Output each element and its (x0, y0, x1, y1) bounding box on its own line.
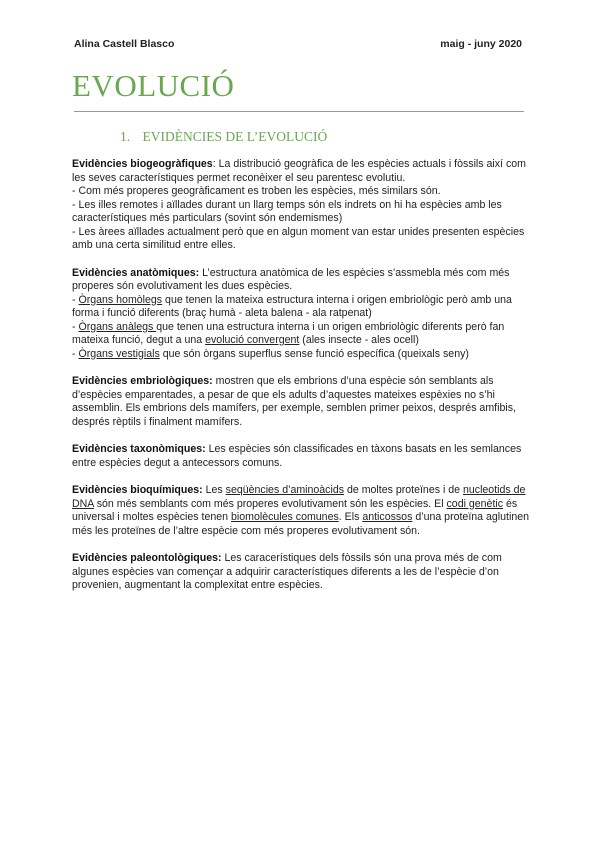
header-date: maig - juny 2020 (440, 38, 522, 50)
term-biogeographic: Evidències biogeogràfiques (72, 158, 213, 170)
section-title: EVIDÈNCIES DE L’EVOLUCIÓ (142, 129, 328, 144)
term-analogous-organs: Òrgans anàlegs (78, 320, 157, 333)
term-convergent-evolution: evolució convergent (205, 334, 300, 346)
anatomical-point-3: - Òrgans vestigials que són òrgans superflus sense funció específica (queixals seny) (72, 347, 469, 360)
term-dna-nucleotides: nucleotids de DNA (72, 484, 526, 510)
taxonomic-text: Les espècies són classificades en tàxons basats en les semlances entre espècies degut a antecessors comuns. (72, 443, 522, 469)
anatomical-text: L’estructura anatòmica de les espècies s’assmebla més com més properes són evolutivament les dues espècies. (72, 266, 510, 292)
paragraph-biochemical: Evidències bioquímiques: Les seqüències d’aminoàcids de moltes proteïnes i de nucleotids de DNA són més semblants com més properes evolutivament són les espècies. El codi genètic és universal i moltes espècies tenen biomolècules comunes. Els anticossos d’una proteïna aglutinen més les proteïnes de l’altre espècie com més properes evolutivament són. (72, 484, 529, 537)
biogeographic-point-2: - Les illes remotes i aïllades durant un llarg temps són els indrets on hi ha espècies amb les característiques més particulars (sovint són endemismes) (72, 198, 502, 224)
term-anatomical: Evidències anatòmiques: (72, 266, 200, 279)
term-paleontological: Evidències paleontològiques: (72, 552, 222, 564)
title-divider (74, 111, 524, 112)
anatomical-point-1: - Òrgans homòlegs que tenen la mateixa estructura interna i origen embriològic però amb una forma i funció diferents (braç humà - aleta balena - ala ratpenat) (72, 293, 512, 319)
page-header (74, 38, 522, 50)
paragraph-biogeographic (72, 158, 532, 253)
page-title: EVOLUCIÓ (72, 68, 235, 103)
document-body (72, 158, 532, 607)
section-number: 1. (120, 129, 131, 144)
biogeographic-point-1: - Com més properes geogràficament es troben les espècies, més similars són. (72, 185, 441, 197)
section-heading (120, 129, 327, 145)
term-taxonomic: Evidències taxonòmiques: (72, 443, 206, 455)
term-homologous-organs: Òrgans homòlegs (78, 293, 163, 306)
term-antibodies: anticossos (362, 511, 413, 523)
term-biochemical: Evidències bioquímiques: (72, 484, 203, 496)
embryological-text: mostren que els embrions d’una espècie són semblants als d’espècies emparentades, a pesar de que els adults d’aquestes mateixes espèxies no s’hi assemblin. Els embrions dels mamífers, per exemple, semblen primer peixos, després amfibis, després rèptils i finalment mamífers. (72, 375, 516, 428)
biogeographic-text: : La distribució geogràfica de les espècies actuals i fòssils així com les seves característiques permet reconèixer el seu parentesc evolutiu. (72, 158, 526, 184)
term-genetic-code: codi genètic (446, 497, 504, 510)
term-amino-acid-sequences: seqüències d’aminoàcids (225, 484, 345, 496)
term-embryological: Evidències embriològiques: (72, 375, 213, 387)
biogeographic-point-3: - Les àrees aïllades actualment però que en algun moment van estar unides presenten espècies amb una certa similitud entre elles. (72, 225, 525, 251)
anatomical-point-2: - Òrgans anàlegs que tenen una estructura interna i un origen embriològic diferents però fan mateixa funció, degut a una evolució convergent (ales insecte - ales ocell) (72, 320, 505, 346)
paragraph-anatomical (72, 267, 532, 362)
author-name: Alina Castell Blasco (74, 38, 175, 50)
paragraph-taxonomic (72, 443, 532, 470)
paragraph-paleontological (72, 552, 532, 593)
paragraph-embryological (72, 375, 532, 429)
term-vestigial-organs: Òrgans vestigials (78, 347, 160, 360)
paleontological-text: Les caracerístiques dels fòssils són una prova més de com algunes espècies van començar a adquirir característiques diferents a les de l’espècie d’on provenien, augmentant la complexitat entre espècies. (72, 552, 502, 591)
term-common-biomolecules: biomolècules comunes (231, 511, 339, 523)
